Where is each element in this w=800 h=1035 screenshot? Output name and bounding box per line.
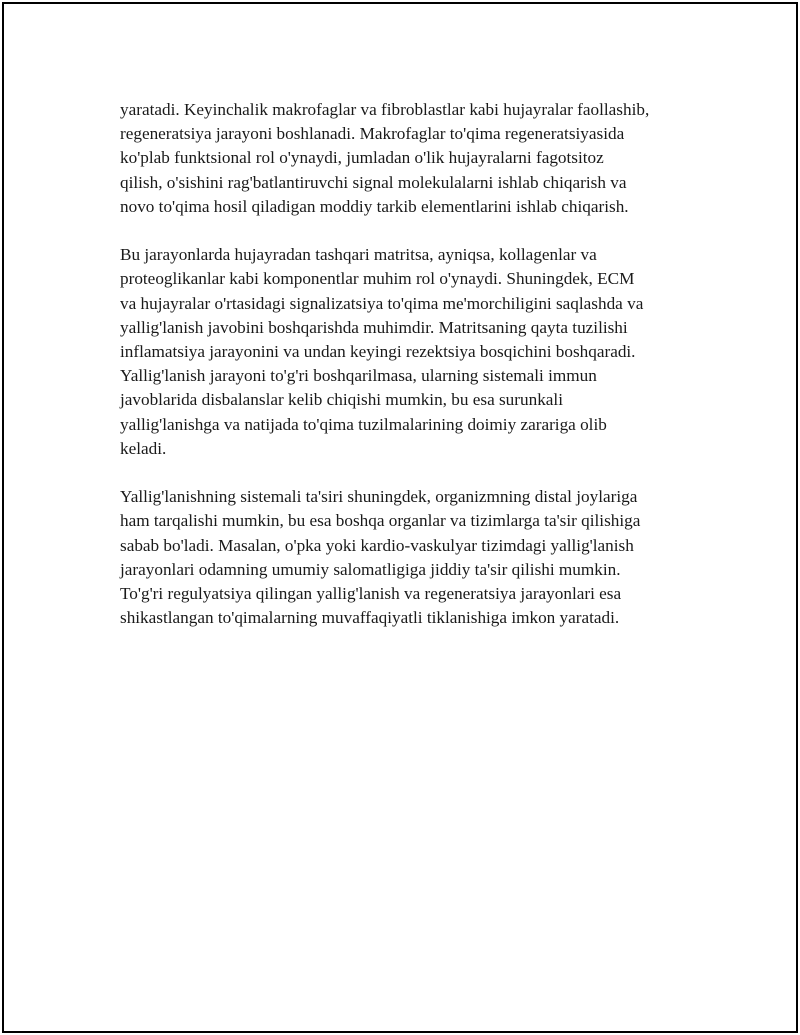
text-line: va hujayralar o'rtasidagi signalizatsiya to'qima me'morchiligini saqlashda va [120,293,644,313]
text-line: Yallig'lanishning sistemali ta'siri shuningdek, organizmning distal joylariga [120,487,638,507]
text-line: novo to'qima hosil qiladigan moddiy tarkib elementlarini ishlab chiqarish. [120,196,629,216]
text-line: yallig'lanishga va natijada to'qima tuzilmalarining doimiy zarariga olib [120,414,607,434]
text-line: yallig'lanish javobini boshqarishda muhimdir. Matritsaning qayta tuzilishi [120,317,628,337]
paragraph-3 [120,485,710,630]
text-line: Yallig'lanish jarayoni to'g'ri boshqarilmasa, ularning sistemali immun [120,366,597,386]
text-line: proteoglikanlar kabi komponentlar muhim rol o'ynaydi. Shuningdek, ECM [120,269,635,289]
text-line: regeneratsiya jarayoni boshlanadi. Makrofaglar to'qima regeneratsiyasida [120,124,625,144]
paragraph-1 [120,98,710,219]
document-body [120,98,710,655]
text-line: ko'plab funktsional rol o'ynaydi, jumladan o'lik hujayralarni fagotsitoz [120,148,604,168]
paragraph-2 [120,243,710,461]
text-line: ham tarqalishi mumkin, bu esa boshqa organlar va tizimlarga ta'sir qilishiga [120,511,641,531]
text-line: yaratadi. Keyinchalik makrofaglar va fibroblastlar kabi hujayralar faollashib, [120,100,650,119]
text-line: To'g'ri regulyatsiya qilingan yallig'lanish va regeneratsiya jarayonlari esa [120,584,622,604]
text-line: javoblarida disbalanslar kelib chiqishi mumkin, bu esa surunkali [120,390,563,410]
text-line: shikastlangan to'qimalarning muvaffaqiyatli tiklanishiga imkon yaratadi. [120,608,620,628]
text-line: jarayonlari odamning umumiy salomatligiga jiddiy ta'sir qilishi mumkin. [120,559,621,579]
text-line: Bu jarayonlarda hujayradan tashqari matritsa, ayniqsa, kollagenlar va [120,245,597,265]
text-line: sabab bo'ladi. Masalan, o'pka yoki kardio-vaskulyar tizimdagi yallig'lanish [120,535,634,555]
text-line: keladi. [120,438,167,458]
document-page [2,2,798,1033]
text-line: inflamatsiya jarayonini va undan keyingi rezektsiya bosqichini boshqaradi. [120,342,636,362]
text-line: qilish, o'sishini rag'batlantiruvchi signal molekulalarni ishlab chiqarish va [120,172,627,192]
